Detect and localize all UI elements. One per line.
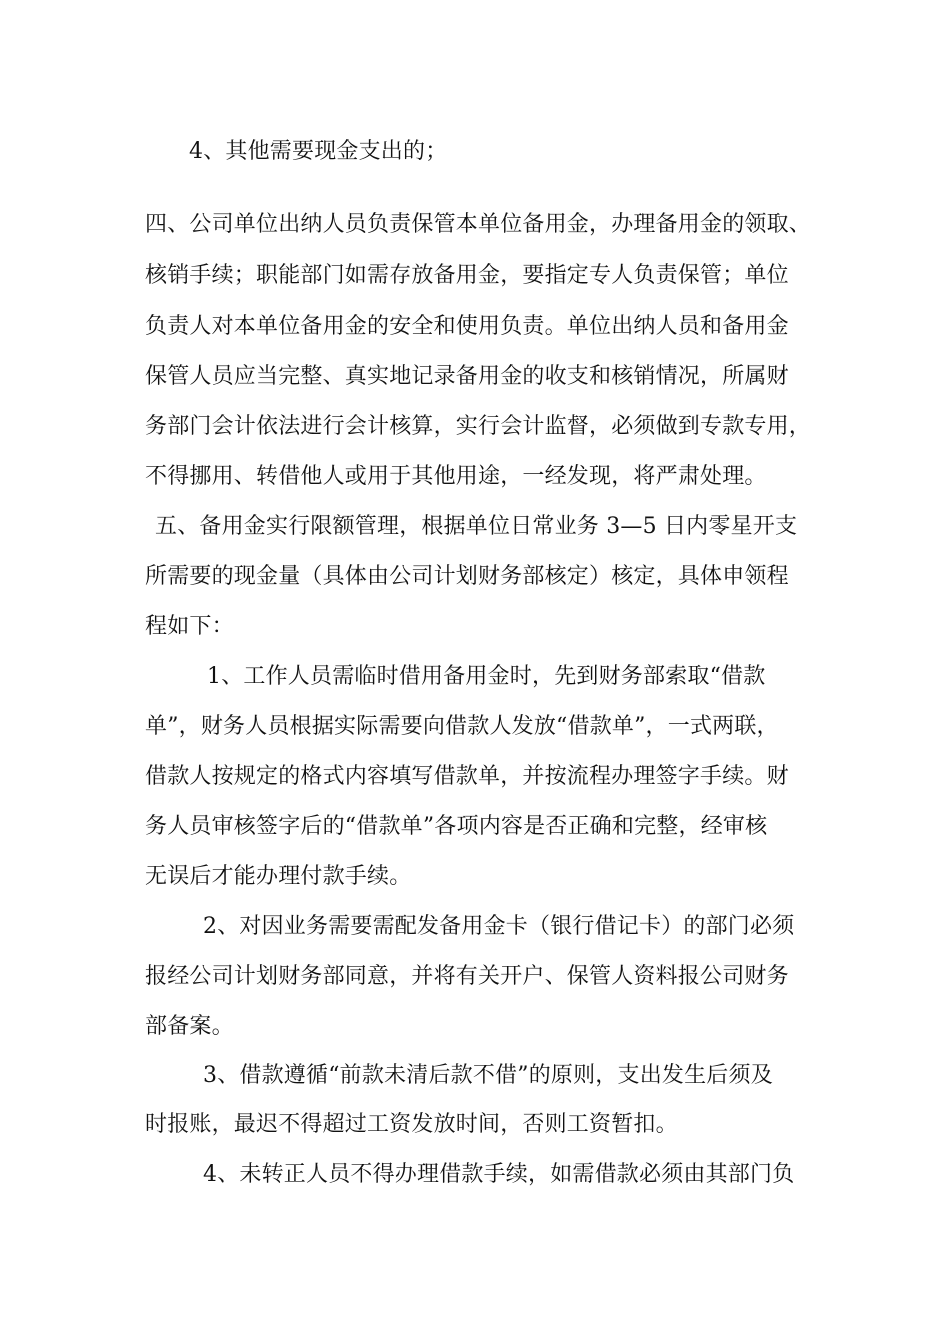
text-line-4: 负责人对本单位备用金的安全和使用负责。单位出纳人员和备用金	[145, 314, 789, 339]
text-line-14: 务人员审核签字后的“借款单”各项内容是否正确和完整，经审核	[145, 814, 768, 839]
text-line-19: 3、借款遵循“前款未清后款不借”的原则，支出发生后须及	[203, 1063, 773, 1088]
text-line-11: 1、工作人员需临时借用备用金时，先到财务部索取“借款	[207, 664, 766, 689]
text-line-5: 保管人员应当完整、真实地记录备用金的收支和核销情况，所属财	[145, 364, 789, 389]
text-line-17: 报经公司计划财务部同意，并将有关开户、保管人资料报公司财务	[145, 964, 789, 989]
text-line-16: 2、对因业务需要需配发备用金卡（银行借记卡）的部门必须	[203, 914, 795, 939]
text-line-15: 无误后才能办理付款手续。	[145, 864, 412, 889]
text-line-20: 时报账，最迟不得超过工资发放时间，否则工资暂扣。	[145, 1112, 678, 1137]
text-line-18: 部备案。	[145, 1014, 234, 1039]
text-line-10: 程如下：	[145, 614, 234, 639]
text-line-9: 所需要的现金量（具体由公司计划财务部核定）核定，具体申领程	[145, 564, 789, 589]
text-line-21: 4、未转正人员不得办理借款手续，如需借款必须由其部门负	[203, 1162, 795, 1187]
text-line-7: 不得挪用、转借他人或用于其他用途，一经发现，将严肃处理。	[145, 464, 767, 489]
text-line-1: 4、其他需要现金支出的；	[189, 139, 448, 164]
text-line-3: 核销手续；职能部门如需存放备用金，要指定专人负责保管；单位	[145, 263, 789, 288]
text-line-6: 务部门会计依法进行会计核算，实行会计监督，必须做到专款专用，	[145, 414, 812, 439]
text-line-13: 借款人按规定的格式内容填写借款单，并按流程办理签字手续。财	[145, 764, 789, 789]
text-line-2: 四、公司单位出纳人员负责保管本单位备用金，办理备用金的领取、	[145, 212, 812, 237]
text-line-8: 五、备用金实行限额管理，根据单位日常业务 3—5 日内零星开支	[155, 514, 798, 539]
text-line-12: 单”，财务人员根据实际需要向借款人发放“借款单”，一式两联，	[145, 714, 779, 739]
